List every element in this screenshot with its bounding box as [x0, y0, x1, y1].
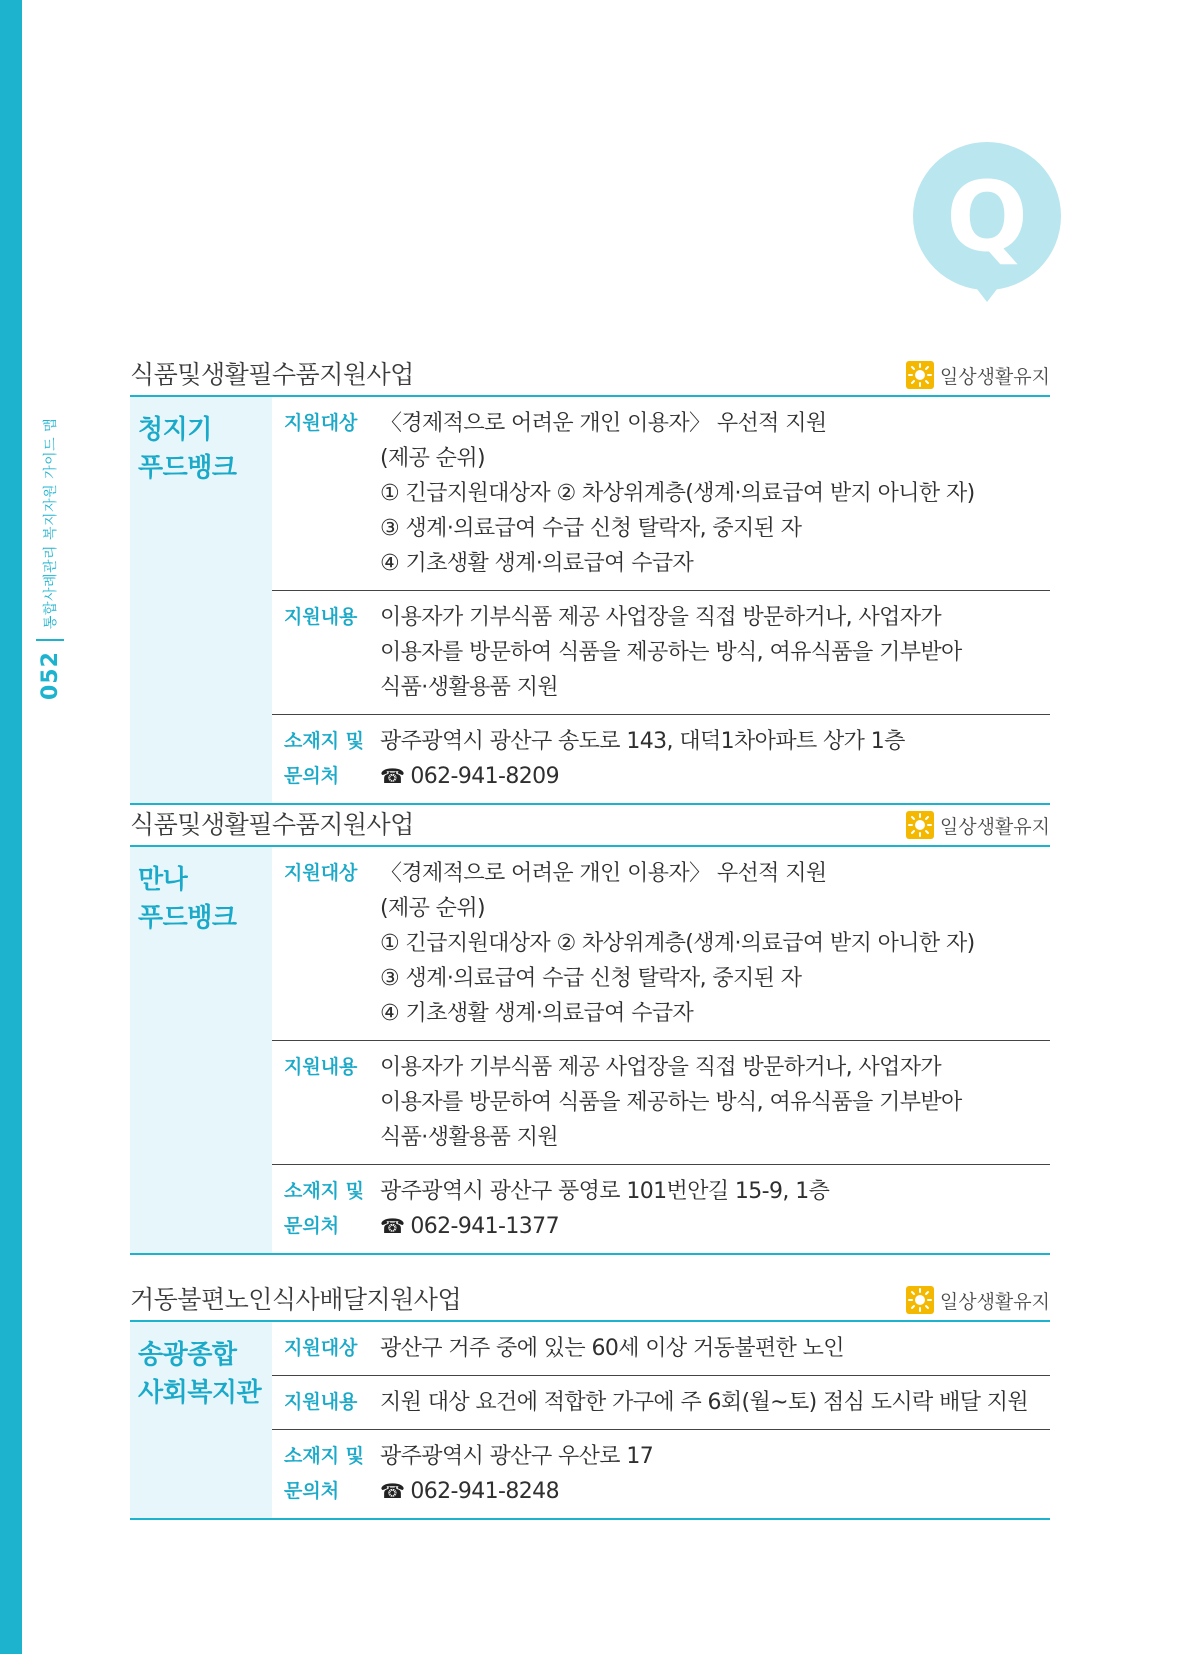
section-title: 거동불편노인식사배달지원사업	[130, 1285, 462, 1314]
address: 광주광역시 광산구 송도로 143, 대덕1차아파트 상가 1층	[380, 729, 905, 754]
row-content	[380, 856, 1050, 1031]
category-tag	[906, 811, 1050, 839]
text-line: ④ 기초생활 생계·의료급여 수급자	[380, 1001, 694, 1026]
organization-name-line: 사회복지관	[138, 1378, 262, 1408]
phone-icon: ☎	[380, 1214, 405, 1238]
row-location	[272, 1430, 1050, 1518]
address: 광주광역시 광산구 우산로 17	[380, 1444, 654, 1469]
text-line: 광산구 거주 중에 있는 60세 이상 거동불편한 노인	[380, 1336, 844, 1361]
program-section-2	[130, 805, 1050, 1255]
section-body	[130, 847, 1050, 1253]
section-body	[130, 397, 1050, 803]
section-header	[130, 355, 1050, 395]
text-line: ③ 생계·의료급여 수급 신청 탈락자, 중지된 자	[380, 516, 802, 541]
row-label: 지원대상	[284, 862, 358, 884]
sun-icon	[906, 811, 934, 839]
phone-icon: ☎	[380, 1479, 405, 1503]
side-running-header	[36, 418, 64, 700]
section-header	[130, 1280, 1050, 1320]
guide-title: 통합사례관리 복지자원 가이드 맵	[43, 417, 59, 630]
row-target	[272, 847, 1050, 1041]
category-tag-label: 일상생활유지	[939, 365, 1050, 388]
category-tag	[906, 1286, 1050, 1314]
phone-line	[380, 759, 1050, 794]
text-line: 이용자가 기부식품 제공 사업장을 직접 방문하거나, 사업자가	[380, 1055, 942, 1080]
sun-icon	[906, 1286, 934, 1314]
row-label	[272, 724, 380, 794]
section-body	[130, 1322, 1050, 1518]
text-line: 〈경제적으로 어려운 개인 이용자〉 우선적 지원	[380, 411, 827, 436]
row-label-line: 소재지 및	[284, 730, 365, 752]
row-content	[380, 724, 1050, 794]
phone-number: 062-941-8248	[410, 1479, 559, 1504]
organization-name	[130, 847, 272, 1253]
text-line: 식품·생활용품 지원	[380, 675, 559, 700]
text-line: 식품·생활용품 지원	[380, 1125, 559, 1150]
row-label	[272, 1174, 380, 1244]
program-section-3	[130, 1280, 1050, 1520]
info-rows	[272, 1322, 1050, 1518]
row-content	[380, 1439, 1050, 1509]
info-rows	[272, 847, 1050, 1253]
text-line: 지원 대상 요건에 적합한 가구에 주 6회(월~토) 점심 도시락 배달 지원	[380, 1390, 1029, 1415]
row-content-desc	[272, 1376, 1050, 1430]
category-tag	[906, 361, 1050, 389]
text-line: 이용자를 방문하여 식품을 제공하는 방식, 여유식품을 기부받아	[380, 1090, 962, 1115]
organization-name-line: 푸드뱅크	[138, 903, 237, 933]
text-line: 〈경제적으로 어려운 개인 이용자〉 우선적 지원	[380, 861, 827, 886]
organization-name	[130, 397, 272, 803]
row-target	[272, 397, 1050, 591]
text-line: 이용자를 방문하여 식품을 제공하는 방식, 여유식품을 기부받아	[380, 640, 962, 665]
program-section-1	[130, 355, 1050, 805]
row-content	[380, 600, 1050, 705]
side-divider	[36, 639, 64, 641]
row-label: 지원내용	[284, 1391, 358, 1413]
phone-line	[380, 1209, 1050, 1244]
row-label: 지원대상	[284, 1337, 358, 1359]
text-line: (제공 순위)	[380, 896, 485, 921]
row-label-line: 소재지 및	[284, 1445, 365, 1467]
info-rows	[272, 397, 1050, 803]
row-label	[272, 1439, 380, 1509]
q-badge-icon	[908, 140, 1066, 318]
sun-icon	[906, 361, 934, 389]
text-line: 이용자가 기부식품 제공 사업장을 직접 방문하거나, 사업자가	[380, 605, 942, 630]
section-title: 식품및생활필수품지원사업	[130, 810, 414, 839]
phone-number: 062-941-8209	[410, 764, 559, 789]
row-location	[272, 1165, 1050, 1253]
row-label-line: 문의처	[284, 1215, 340, 1237]
category-tag-label: 일상생활유지	[939, 815, 1050, 838]
text-line: ① 긴급지원대상자 ② 차상위계층(생계·의료급여 받지 아니한 자)	[380, 481, 975, 506]
section-title: 식품및생활필수품지원사업	[130, 360, 414, 389]
row-label-line: 소재지 및	[284, 1180, 365, 1202]
row-content	[380, 1331, 1050, 1366]
row-content-desc	[272, 591, 1050, 715]
category-tag-label: 일상생활유지	[939, 1290, 1050, 1313]
row-label-line: 문의처	[284, 1480, 340, 1502]
phone-line	[380, 1474, 1050, 1509]
organization-name-line: 만나	[138, 865, 188, 895]
page-number: 052	[37, 651, 63, 700]
phone-number: 062-941-1377	[410, 1214, 559, 1239]
organization-name-line: 송광종합	[138, 1340, 237, 1370]
row-content	[380, 1050, 1050, 1155]
row-content	[380, 1174, 1050, 1244]
text-line: ① 긴급지원대상자 ② 차상위계층(생계·의료급여 받지 아니한 자)	[380, 931, 975, 956]
organization-name-line: 청지기	[138, 415, 212, 445]
row-label-line: 문의처	[284, 765, 340, 787]
row-label: 지원대상	[284, 412, 358, 434]
organization-name	[130, 1322, 272, 1518]
text-line: (제공 순위)	[380, 446, 485, 471]
section-header	[130, 805, 1050, 845]
row-content-desc	[272, 1041, 1050, 1165]
address: 광주광역시 광산구 풍영로 101번안길 15-9, 1층	[380, 1179, 830, 1204]
text-line: ③ 생계·의료급여 수급 신청 탈락자, 중지된 자	[380, 966, 802, 991]
row-target	[272, 1322, 1050, 1376]
section-bottom-rule	[130, 1253, 1050, 1255]
row-location	[272, 715, 1050, 803]
phone-icon: ☎	[380, 764, 405, 788]
row-content	[380, 1385, 1050, 1420]
row-content	[380, 406, 1050, 581]
row-label: 지원내용	[284, 1056, 358, 1078]
organization-name-line: 푸드뱅크	[138, 453, 237, 483]
section-bottom-rule	[130, 1518, 1050, 1520]
row-label: 지원내용	[284, 606, 358, 628]
text-line: ④ 기초생활 생계·의료급여 수급자	[380, 551, 694, 576]
q-letter: Q	[946, 161, 1028, 273]
side-accent-bar	[0, 0, 22, 1654]
